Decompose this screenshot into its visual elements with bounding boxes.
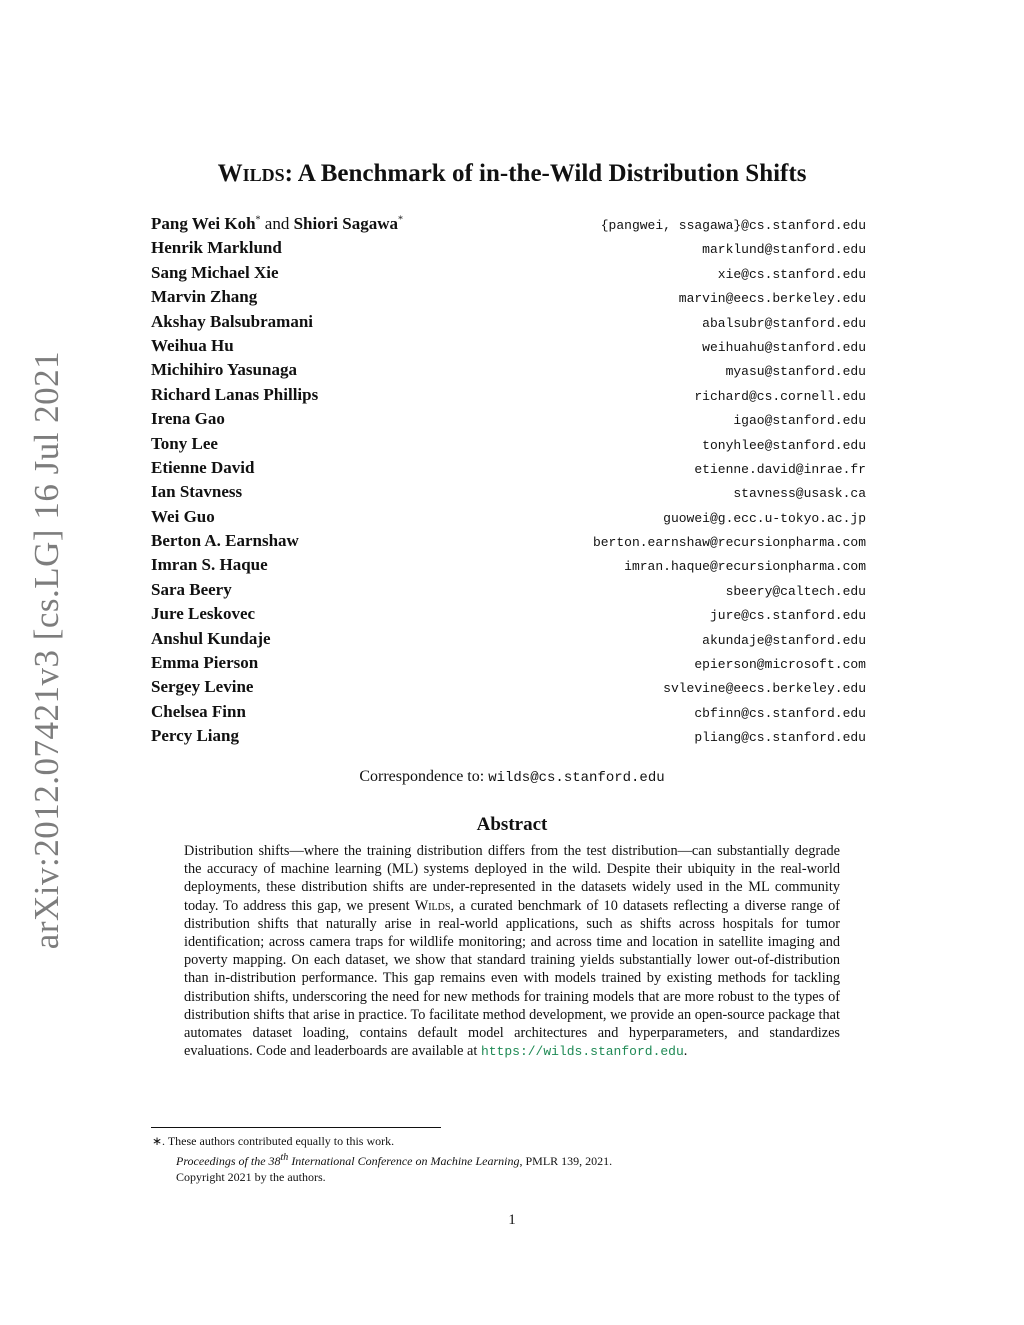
author-names: [151, 287, 257, 307]
footnote-proceedings: [152, 1150, 872, 1170]
author-name: Sang Michael Xie: [151, 262, 279, 282]
author-email[interactable]: cbfinn@cs.stanford.edu: [694, 705, 866, 721]
author-name: Sara Beery: [151, 579, 232, 599]
author-email[interactable]: svlevine@eecs.berkeley.edu: [663, 681, 866, 697]
author-mark: *: [397, 214, 403, 226]
author-names: [151, 677, 253, 697]
author-row: [151, 458, 866, 482]
author-name: Irena Gao: [151, 409, 225, 429]
author-mark: *: [255, 214, 261, 226]
page-number: 1: [508, 1212, 516, 1228]
author-name: Michihiro Yasunaga: [151, 360, 297, 380]
author-name: Percy Liang: [151, 726, 239, 746]
abstract-text-before: Distribution shifts—where the training distribution differs from the test distribution—can substantially degrade the accuracy of machine learning (ML) systems deployed in the wild. Despite their ubiquity in the real-world deployments, these distribution shifts are under-represented in the datasets widely used in the ML community today. To address this gap, we present: [184, 843, 840, 914]
author-names: [151, 385, 318, 405]
abstract-text-after: .: [683, 1043, 688, 1060]
author-email[interactable]: xie@cs.stanford.edu: [717, 266, 866, 282]
author-row: [151, 312, 866, 336]
author-names: [151, 555, 268, 575]
author-row: [151, 604, 866, 628]
abstract-body: [184, 842, 840, 1061]
author-row: [151, 238, 866, 262]
author-email[interactable]: weihuahu@stanford.edu: [702, 339, 866, 355]
author-name: Tony Lee: [151, 433, 218, 453]
footnote-equal-contribution: ∗. These authors contributed equally to this work.: [152, 1134, 395, 1148]
abstract-heading: Abstract: [476, 814, 548, 835]
author-email[interactable]: marklund@stanford.edu: [702, 242, 866, 258]
paper-title: [0, 160, 1024, 188]
author-names: [151, 238, 282, 258]
author-names: [151, 409, 225, 429]
author-names: [151, 653, 258, 673]
author-row: [151, 409, 866, 433]
abstract-benchmark-name: Wilds: [414, 897, 451, 914]
proceedings-prefix: Proceedings of the 38: [176, 1153, 281, 1168]
author-names: [151, 458, 254, 478]
author-email[interactable]: jure@cs.stanford.edu: [709, 608, 866, 624]
author-row: [151, 482, 866, 506]
author-row: [151, 677, 866, 701]
author-name: Sergey Levine: [151, 677, 254, 697]
author-email[interactable]: berton.earnshaw@recursionpharma.com: [592, 535, 866, 551]
author-name: Chelsea Finn: [151, 701, 246, 721]
author-row: [151, 507, 866, 531]
author-row: [151, 360, 866, 384]
author-email[interactable]: pliang@cs.stanford.edu: [694, 730, 866, 746]
author-name: Etienne David: [151, 457, 255, 477]
author-name: Marvin Zhang: [151, 287, 258, 307]
proceedings-suffix: , PMLR 139, 2021.: [519, 1153, 613, 1168]
author-name: Jure Leskovec: [151, 604, 256, 624]
author-name: Weihua Hu: [151, 335, 234, 355]
author-email[interactable]: {pangwei, ssagawa}@cs.stanford.edu: [600, 218, 866, 233]
author-names: [151, 580, 232, 600]
author-names: [151, 263, 279, 283]
author-email[interactable]: marvin@eecs.berkeley.edu: [678, 291, 866, 307]
author-name: Ian Stavness: [151, 482, 243, 502]
author-row: [151, 214, 866, 238]
author-row: [151, 653, 866, 677]
author-email[interactable]: epierson@microsoft.com: [694, 657, 866, 673]
title-benchmark-name: Wilds: [217, 160, 285, 187]
author-email[interactable]: tonyhlee@stanford.edu: [702, 437, 866, 453]
author-row: [151, 531, 866, 555]
abstract-text-middle: , a curated benchmark of 10 datasets reflecting a diverse range of distribution shifts that naturally arise in real-world applications, such as shifts across hospitals for tumor identification; across camera traps for wildlife monitoring; and across time and location in satellite imaging and poverty mapping. On each dataset, we show that standard training yields substantially lower out-of-distribution than in-distribution performance. This gap remains even with models trained by existing methods for tackling distribution shifts, underscoring the need for new methods for training models that are more robust to the types of distribution shifts that arise in practice. To facilitate method development, we provide an open-source package that automates dataset loading, contains default model architectures and hyperparameters, and standardizes evaluations. Code and leaderboards are available at: [184, 897, 840, 1060]
author-row: [151, 287, 866, 311]
author-name: Berton A. Earnshaw: [151, 531, 299, 551]
author-name: Emma Pierson: [151, 653, 259, 673]
author-email[interactable]: richard@cs.cornell.edu: [694, 388, 866, 404]
author-email[interactable]: imran.haque@recursionpharma.com: [624, 559, 866, 575]
author-list: [151, 214, 866, 751]
footnotes: [152, 1133, 872, 1186]
author-row: [151, 555, 866, 579]
author-names: [151, 507, 215, 527]
correspondence: [0, 768, 1024, 786]
author-names: [151, 629, 271, 649]
correspondence-email[interactable]: wilds@cs.stanford.edu: [488, 770, 665, 786]
author-email[interactable]: guowei@g.ecc.u-tokyo.ac.jp: [663, 510, 866, 526]
author-row: [151, 263, 866, 287]
author-row: [151, 702, 866, 726]
author-row: [151, 336, 866, 360]
author-names: [151, 312, 313, 332]
proceedings-venue: International Conference on Machine Learning: [291, 1153, 520, 1168]
author-joiner: and: [264, 214, 290, 233]
author-names: [151, 214, 403, 234]
author-names: [151, 336, 234, 356]
author-email[interactable]: akundaje@stanford.edu: [702, 632, 866, 648]
proceedings-superscript: th: [280, 1151, 289, 1163]
author-names: [151, 726, 239, 746]
author-name: Richard Lanas Phillips: [151, 384, 319, 404]
author-names: [151, 482, 242, 502]
title-rest: : A Benchmark of in-the-Wild Distribution Shifts: [284, 160, 807, 187]
author-row: [151, 726, 866, 750]
author-name: Pang Wei Koh: [151, 214, 256, 233]
correspondence-label: Correspondence to:: [359, 768, 485, 785]
author-email[interactable]: abalsubr@stanford.edu: [702, 315, 866, 331]
author-name: Anshul Kundaje: [151, 628, 271, 648]
author-name: Shiori Sagawa: [293, 214, 398, 233]
footnote-rule: [151, 1127, 441, 1128]
project-link[interactable]: https://wilds.stanford.edu: [480, 1044, 684, 1060]
author-names: [151, 434, 218, 454]
author-email[interactable]: myasu@stanford.edu: [725, 364, 866, 380]
author-names: [151, 702, 246, 722]
author-row: [151, 629, 866, 653]
author-name: Akshay Balsubramani: [151, 311, 314, 331]
author-row: [151, 580, 866, 604]
author-email[interactable]: igao@stanford.edu: [733, 413, 866, 429]
author-name: Wei Guo: [151, 506, 215, 526]
author-names: [151, 531, 299, 551]
author-row: [151, 434, 866, 458]
author-name: Imran S. Haque: [151, 555, 268, 575]
footnote-copyright: Copyright 2021 by the authors.: [176, 1170, 326, 1184]
author-names: [151, 604, 255, 624]
author-email[interactable]: etienne.david@inrae.fr: [694, 461, 866, 477]
author-row: [151, 385, 866, 409]
author-names: [151, 360, 297, 380]
author-email[interactable]: stavness@usask.ca: [733, 486, 866, 502]
author-email[interactable]: sbeery@caltech.edu: [725, 583, 866, 599]
author-name: Henrik Marklund: [151, 238, 282, 258]
arxiv-stamp: arXiv:2012.07421v3 [cs.LG] 16 Jul 2021: [27, 350, 66, 950]
